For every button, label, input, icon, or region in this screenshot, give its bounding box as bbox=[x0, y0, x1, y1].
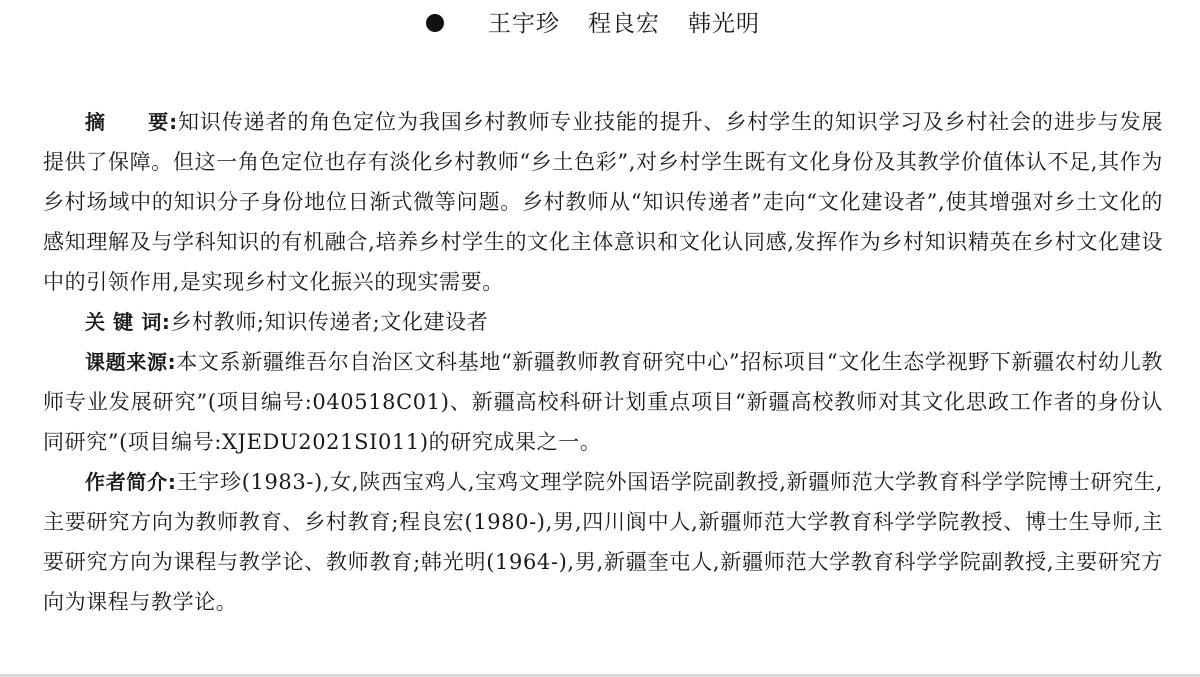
article-front-matter bbox=[43, 102, 1163, 622]
author-name-3: 韩光明 bbox=[688, 11, 760, 37]
project-text: 本文系新疆维吾尔自治区文科基地“新疆教师教育研究中心”招标项目“文化生态学视野下新疆农村幼儿教师专业发展研究”(项目编号:040518C01)、新疆高校科研计划重点项目“新疆高校教师对其文化思政工作者的身份认同研究”(项目编号:XJEDU2021SI011)的研究成果之一。 bbox=[43, 350, 1163, 454]
keywords-label: 关 键 词: bbox=[85, 310, 171, 334]
abstract-label bbox=[85, 110, 178, 134]
abstract-text: 知识传递者的角色定位为我国乡村教师专业技能的提升、乡村学生的知识学习及乡村社会的进步与发展提供了保障。但这一角色定位也存有淡化乡村教师“乡土色彩”,对乡村学生既有文化身份及其教学价值体认不足,其作为乡村场域中的知识分子身份地位日渐式微等问题。乡村教师从“知识传递者”走向“文化建设者”,使其增强对乡土文化的感知理解及与学科知识的有机融合,培养乡村学生的文化主体意识和文化认同感,发挥作为乡村知识精英在乡村文化建设中的引领作用,是实现乡村文化振兴的现实需要。 bbox=[43, 110, 1163, 294]
author-bio-label: 作者简介: bbox=[85, 470, 177, 494]
keywords-text: 乡村教师;知识传递者;文化建设者 bbox=[170, 310, 489, 334]
keywords-paragraph bbox=[43, 302, 1163, 342]
author-line bbox=[0, 8, 1200, 40]
bullet-icon bbox=[426, 14, 444, 32]
author-name-1: 王宇珍 bbox=[488, 11, 560, 37]
abstract-label-first: 摘 bbox=[85, 110, 106, 134]
author-name-2: 程良宏 bbox=[588, 11, 660, 37]
author-bio-paragraph bbox=[43, 462, 1163, 622]
author-bio-text: 王宇珍(1983-),女,陕西宝鸡人,宝鸡文理学院外国语学院副教授,新疆师范大学教育科学学院博士研究生,主要研究方向为教师教育、乡村教育;程良宏(1980-),男,四川阆中人,新疆师范大学教育科学学院教授、博士生导师,主要研究方向为课程与教学论、教师教育;韩光明(1964-),男,新疆奎屯人,新疆师范大学教育科学学院副教授,主要研究方向为课程与教学论。 bbox=[43, 470, 1164, 614]
abstract-label-second: 要: bbox=[147, 110, 178, 134]
project-label: 课题来源: bbox=[85, 350, 177, 374]
abstract-paragraph bbox=[43, 102, 1163, 302]
project-paragraph bbox=[43, 342, 1163, 462]
